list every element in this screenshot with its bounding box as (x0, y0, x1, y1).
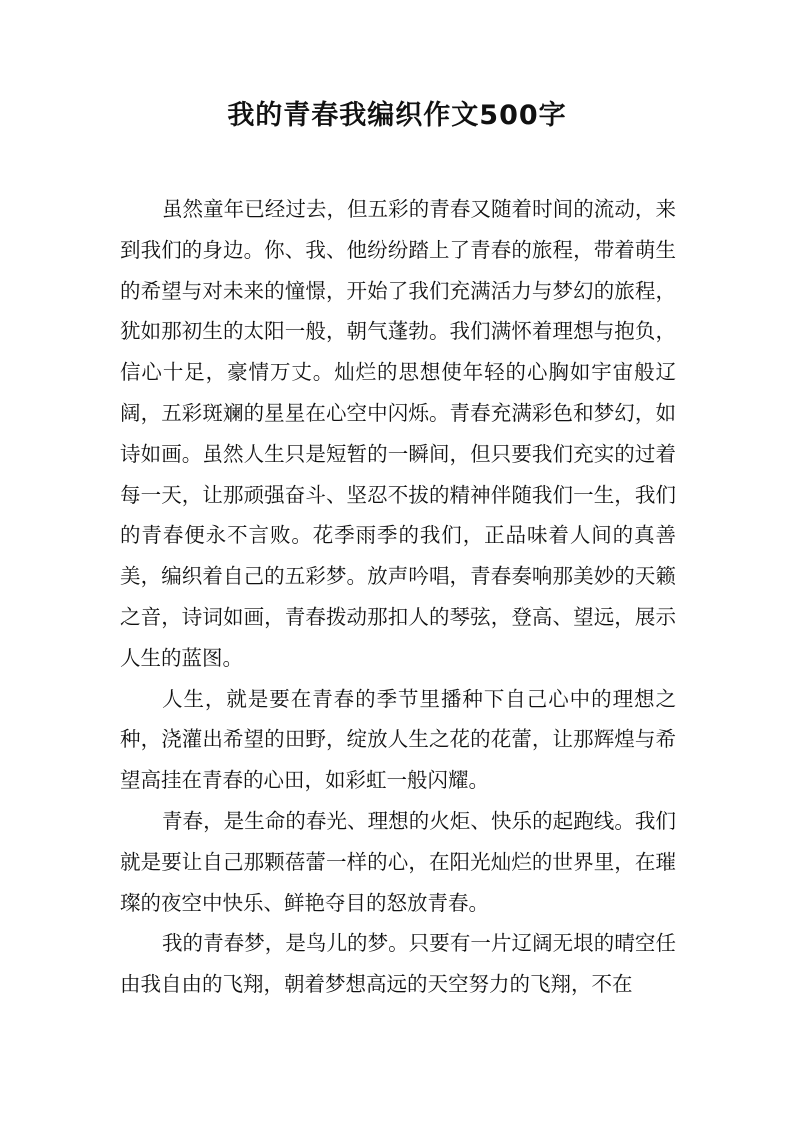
paragraph-2: 人生，就是要在青春的季节里播种下自己心中的理想之种，浇灌出希望的田野，绽放人生之花的花蕾，让那辉煌与希望高挂在青春的心田，如彩虹一般闪耀。 (120, 686, 676, 793)
document-body (120, 189, 676, 1005)
paragraph-3: 青春，是生命的春光、理想的火炬、快乐的起跑线。我们就是要让自己那颗蓓蕾一样的心，在阳光灿烂的世界里，在璀璨的夜空中快乐、鲜艳夺目的怒放青春。 (120, 808, 676, 915)
document-title: 我的青春我编织作文500字 (227, 100, 567, 131)
paragraph-1: 虽然童年已经过去，但五彩的青春又随着时间的流动，来到我们的身边。你、我、他纷纷踏上了青春的旅程，带着萌生的希望与对未来的憧憬，开始了我们充满活力与梦幻的旅程，犹如那初生的太阳一般，朝气蓬勃。我们满怀着理想与抱负，信心十足，豪情万丈。灿烂的思想使年轻的心胸如宇宙般辽阔，五彩斑斓的星星在心空中闪烁。青春充满彩色和梦幻，如诗如画。虽然人生只是短暂的一瞬间，但只要我们充实的过着每一天，让那顽强奋斗、坚忍不拔的精神伴随我们一生，我们的青春便永不言败。花季雨季的我们，正品味着人间的真善美，编织着自己的五彩梦。放声吟唱，青春奏响那美妙的天籁之音，诗词如画，青春拨动那扣人的琴弦，登高、望远，展示人生的蓝图。 (120, 197, 676, 670)
paragraph-4: 我的青春梦，是鸟儿的梦。只要有一片辽阔无垠的晴空任由我自由的飞翔，朝着梦想高远的天空努力的飞翔，不在 (120, 931, 676, 997)
